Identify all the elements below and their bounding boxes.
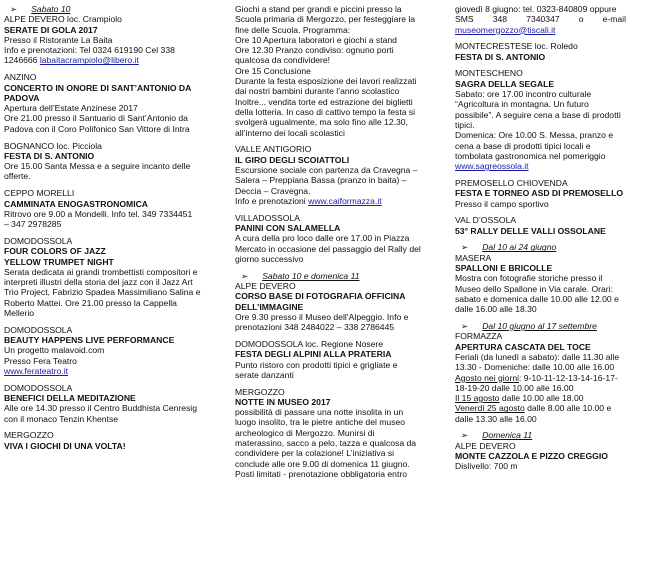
event-entry — [4, 325, 224, 376]
event-title: SERATE DI GOLA 2017 — [4, 24, 98, 35]
event-title: SAGRA DELLA SEGALE — [455, 78, 555, 89]
event-text: Ore 21.00 presso il Santuario di Sant’Antonio da — [4, 113, 188, 124]
event-entry — [235, 339, 447, 380]
event-text: dalle 16.00 alle 18.30 — [455, 304, 537, 315]
event-location: DOMODOSSOLA — [4, 382, 73, 393]
event-entry — [235, 4, 447, 138]
event-text: condividere per la colazione! L’iniziativa si — [235, 448, 395, 459]
event-text: luogo insolito, tra le pietre antiche del museo — [235, 417, 406, 428]
event-title: IL GIRO DEGLI SCOIATTOLI — [235, 154, 350, 165]
event-title: YELLOW TRUMPET NIGHT — [4, 256, 114, 267]
event-location: VAL D’OSSOLA — [455, 215, 517, 226]
event-entry — [455, 331, 645, 424]
event-text: archeologico di Mergozzo. Munirsi di — [235, 427, 375, 438]
event-title: DELL’IMMAGINE — [235, 301, 304, 312]
event-location: MERGOZZO — [235, 386, 285, 397]
event-entry — [4, 430, 224, 451]
event-text: offerte. — [4, 171, 31, 182]
event-text: Durante la festa esposizione dei lavori realizzati — [235, 76, 417, 87]
event-entry — [455, 4, 645, 35]
event-entry — [455, 253, 645, 315]
event-text: Posti limitati - prenotazione obbligatoria entro — [235, 468, 407, 479]
event-text: conclude alle ore 9.00 di domenica 11 giugno. — [235, 458, 410, 469]
date-label: Sabato 10 e domenica 11 — [262, 270, 360, 281]
event-title: MONTE CAZZOLA E PIZZO CREGGIO — [455, 451, 608, 462]
event-text: Padova con il Coro Polifonico San Vittore di Intra — [4, 123, 190, 134]
event-location: DOMODOSSOLA loc. Regione Nosere — [235, 338, 384, 349]
date-heading — [455, 321, 645, 331]
website-link[interactable]: www.ferateatro.it — [4, 366, 68, 376]
event-text-part: : 9-10-11-12-13-14-16-17- — [519, 372, 618, 383]
event-text: Mostra con fotografie storiche presso il — [455, 273, 603, 284]
event-text: Ore 9.30 presso il Museo dell’Alpeggio. Info e — [235, 311, 409, 322]
event-location: DOMODOSSOLA — [4, 235, 73, 246]
event-entry — [235, 281, 447, 332]
event-entry — [235, 144, 447, 206]
event-text-part: dalle 8.00 alle 10.00 e — [524, 403, 612, 414]
event-text: qualcosa da condividere! — [235, 55, 331, 66]
date-heading — [235, 271, 447, 281]
email-link[interactable]: labaitacrampiolo@libero.it — [39, 55, 139, 66]
event-text: Presso il Ristorante La Baita — [4, 34, 113, 45]
date-heading — [455, 430, 645, 440]
underlined-label: Agosto nei giorni — [455, 372, 520, 383]
event-text: Feriali (da lunedì a sabato): dalle 11.30 alle — [455, 351, 620, 362]
event-location: MONTECRESTESE loc. Roledo — [455, 41, 578, 52]
event-text: Sabato: ore 17.00 incontro culturale — [455, 89, 592, 100]
event-text: possibile”. A seguire cena a base di prodotti — [455, 109, 621, 120]
event-title: CAMMINATA ENOGASTRONOMICA — [4, 198, 149, 209]
event-title: SPALLONI E BRICOLLE — [455, 263, 553, 274]
event-entry — [4, 383, 224, 424]
event-text — [455, 403, 645, 413]
event-location: MONTESCHENO — [455, 68, 523, 79]
event-text — [455, 393, 645, 403]
event-text: Alle ore 14.30 presso il Centro Buddhista Cenresig — [4, 403, 197, 414]
event-text: Mellerio — [4, 308, 35, 319]
event-text: “Agricoltura in montagna. Un futuro — [455, 99, 589, 110]
event-text — [235, 196, 447, 206]
event-text: A cura della pro loco dalle ore 17.00 in Piazza — [235, 233, 410, 244]
event-location: DOMODOSSOLA — [4, 324, 73, 335]
event-title: FESTA E TORNEO ASD DI PREMOSELLO — [455, 188, 624, 199]
event-text: Domenica: Ore 10.00 S. Messa, pranzo e — [455, 130, 614, 141]
event-text: Ore 12.30 Pranzo condiviso: ognuno porti — [235, 45, 394, 56]
event-title: FESTA DI S. ANTONIO — [455, 51, 546, 62]
event-text: cena a base di prodotti tipici locali e — [455, 140, 591, 151]
event-text: giorno successivo — [235, 253, 304, 264]
event-text: tombolata gastronomica nel pomeriggio — [455, 150, 606, 161]
event-entry — [4, 188, 224, 229]
event-text — [455, 373, 645, 383]
event-text: giovedì 8 giugno: tel. 0323-840809 oppure — [455, 4, 617, 14]
event-text: Ore 10 Apertura laboratori e giochi a stand — [235, 34, 397, 45]
event-entry — [235, 213, 447, 264]
event-text: interpreti illustri della storia del jazz con il Jazz Art — [4, 277, 193, 288]
event-title: 53° RALLY DELLE VALLI OSSOLANE — [455, 225, 606, 236]
event-location: CEPPO MORELLI — [4, 188, 75, 199]
event-text: Deccia – Cravegna. — [235, 185, 311, 196]
arrow-right-icon: ➢ — [461, 430, 469, 441]
date-label: Domenica 11 — [482, 430, 533, 441]
event-text — [4, 55, 224, 65]
date-label: Dal 10 ai 24 giugno — [482, 242, 557, 253]
event-text: fine delle Scuola. Programma: — [235, 24, 351, 35]
event-entry — [4, 141, 224, 182]
event-text: tipici. — [455, 119, 475, 130]
event-location: MASERA — [455, 252, 492, 263]
event-location: BOGNANCO loc. Picciola — [4, 140, 102, 151]
event-text: della lotteria. In caso di cattivo tempo la festa si — [235, 106, 416, 117]
event-text: serate danzanti — [235, 369, 294, 380]
event-title: CORSO BASE DI FOTOGRAFIA OFFICINA — [235, 291, 406, 302]
event-text: 18-19-20 dalle 10.00 alle 16.00 — [455, 382, 574, 393]
event-text: svolgerà ugualmente, ma solo fino alle 12.30, — [235, 117, 408, 128]
event-location: PREMOSELLO CHIOVENDA — [455, 177, 568, 188]
event-entry — [455, 41, 645, 62]
event-location: ANZINO — [4, 72, 37, 83]
event-text: Info e prenotazioni: Tel 0324 619190 Cel 338 — [4, 45, 175, 56]
event-text: Giochi a stand per grandi e piccini presso la — [235, 4, 402, 14]
event-location: VILLADOSSOLA — [235, 212, 300, 223]
email-link[interactable]: museomergozzo@tiscali.it — [455, 24, 556, 35]
event-title: APERTURA CASCATA DEL TOCE — [455, 341, 591, 352]
event-title: BENEFICI DELLA MEDITAZIONE — [4, 393, 136, 404]
event-title: FESTA DEGLI ALPINI ALLA PRATERIA — [235, 349, 392, 360]
website-link[interactable]: www.sagreossola.it — [455, 161, 529, 172]
date-heading — [455, 242, 645, 252]
event-text: dalle 13.30 alle 16.00 — [455, 413, 537, 424]
event-title: FOUR COLORS OF JAZZ — [4, 246, 106, 257]
event-text: Presso Fera Teatro — [4, 355, 77, 366]
event-text: prenotazioni 348 2484022 – 338 2786445 — [235, 322, 395, 333]
column-2 — [235, 4, 447, 486]
event-text: Escursione sociale con partenza da Cravegna – — [235, 164, 418, 175]
underlined-label: Venerdì 25 agosto — [455, 403, 525, 414]
event-entry — [4, 236, 224, 318]
event-text: Ritrovo ore 9.00 a Mondelli. Info tel. 349 7334451 — [4, 208, 193, 219]
underlined-label: Il 15 agosto — [455, 393, 500, 404]
event-text: Museo dello Spallone in Via carale. Orari: — [455, 283, 613, 294]
event-text: Inoltre... vendita torte ed estrazione dei biglietti — [235, 96, 413, 107]
info-label: Info e prenotazioni — [235, 195, 309, 206]
event-entry — [455, 68, 645, 171]
event-text: sabato e domenica dalle 10.00 alle 12.00 e — [455, 293, 619, 304]
event-location: ALPE DEVERO loc. Crampiolo — [4, 14, 122, 25]
event-title: FESTA DI S. ANTONIO — [4, 150, 95, 161]
event-text-part: dalle 10.00 alle 18.00 — [499, 393, 584, 404]
event-text: con il monaco Tenzin Khentse — [4, 413, 119, 424]
event-entry — [4, 72, 224, 134]
event-text: Roberto Mattei. Ore 21.00 presso la Cappella — [4, 297, 177, 308]
event-text: all’interno dei locali scolastici — [235, 127, 345, 138]
event-text: Trio Project, Fabrizio Spadea Massimiliano Salina e — [4, 287, 201, 298]
event-entry — [235, 387, 447, 480]
event-text: 13.30 - Domeniche: dalle 10.00 alle 16.00 — [455, 362, 615, 373]
date-heading — [4, 4, 224, 14]
event-text: Salera – Preppiana Bassa (pranzo in baita) – — [235, 175, 407, 186]
event-entry — [455, 441, 645, 472]
event-text: Mercato in occasione del passaggio del Rally del — [235, 243, 421, 254]
event-text: Presso il campo sportivo — [455, 198, 549, 209]
event-title: NOTTE IN MUSEO 2017 — [235, 396, 331, 407]
column-1 — [4, 4, 224, 458]
event-title: PADOVA — [4, 92, 40, 103]
date-label: Dal 10 giugno al 17 settembre — [482, 321, 597, 332]
event-text: Ore 15 Conclusione — [235, 65, 311, 76]
event-text: materassino, sacco a pelo, tazza e qualcosa da — [235, 438, 417, 449]
event-location: ALPE DEVERO — [235, 280, 296, 291]
event-location: VALLE ANTIGORIO — [235, 144, 312, 155]
event-text: Punto ristoro con prodotti tipici e grigliate e — [235, 359, 398, 370]
arrow-right-icon: ➢ — [461, 321, 469, 332]
arrow-right-icon: ➢ — [461, 242, 469, 253]
event-title: CONCERTO IN ONORE DI SANT’ANTONIO DA — [4, 82, 192, 93]
arrow-right-icon: ➢ — [241, 270, 249, 281]
event-text: SMS 348 7340347 o e-mail — [455, 14, 626, 25]
event-text: possibilità di passare una notte insolita in un — [235, 407, 404, 418]
event-text: Scuola primaria di Mergozzo, per festeggiare la — [235, 14, 416, 25]
event-entry — [4, 14, 224, 65]
event-text: Ore 15.00 Santa Messa e a seguire incanto delle — [4, 161, 191, 172]
event-text: Un progetto malavoid.com — [4, 345, 105, 356]
event-title: BEAUTY HAPPENS LIVE PERFORMANCE — [4, 335, 175, 346]
event-title: PANINI CON SALAMELLA — [235, 222, 341, 233]
column-3 — [455, 4, 645, 478]
date-label: Sabato 10 — [31, 4, 71, 14]
event-text: Apertura dell’Estate Anzinese 2017 — [4, 103, 138, 114]
phone-number: 1246666 — [4, 55, 40, 66]
website-link[interactable]: www.caiformazza.it — [308, 195, 382, 206]
event-location: ALPE DEVERO — [455, 440, 516, 451]
event-text: dai nostri bambini durante l’anno scolastico — [235, 86, 400, 97]
event-entry — [455, 215, 645, 236]
event-text: Dislivello: 700 m — [455, 461, 518, 472]
event-location: FORMAZZA — [455, 331, 503, 342]
event-title: VIVA I GIOCHI DI UNA VOLTA! — [4, 440, 126, 451]
arrow-right-icon: ➢ — [10, 4, 18, 14]
event-text: Serata dedicata ai grandi trombettisti compositori e — [4, 266, 198, 277]
event-location: MERGOZZO — [4, 430, 54, 441]
event-text: – 347 2978285 — [4, 219, 62, 230]
event-entry — [455, 178, 645, 209]
